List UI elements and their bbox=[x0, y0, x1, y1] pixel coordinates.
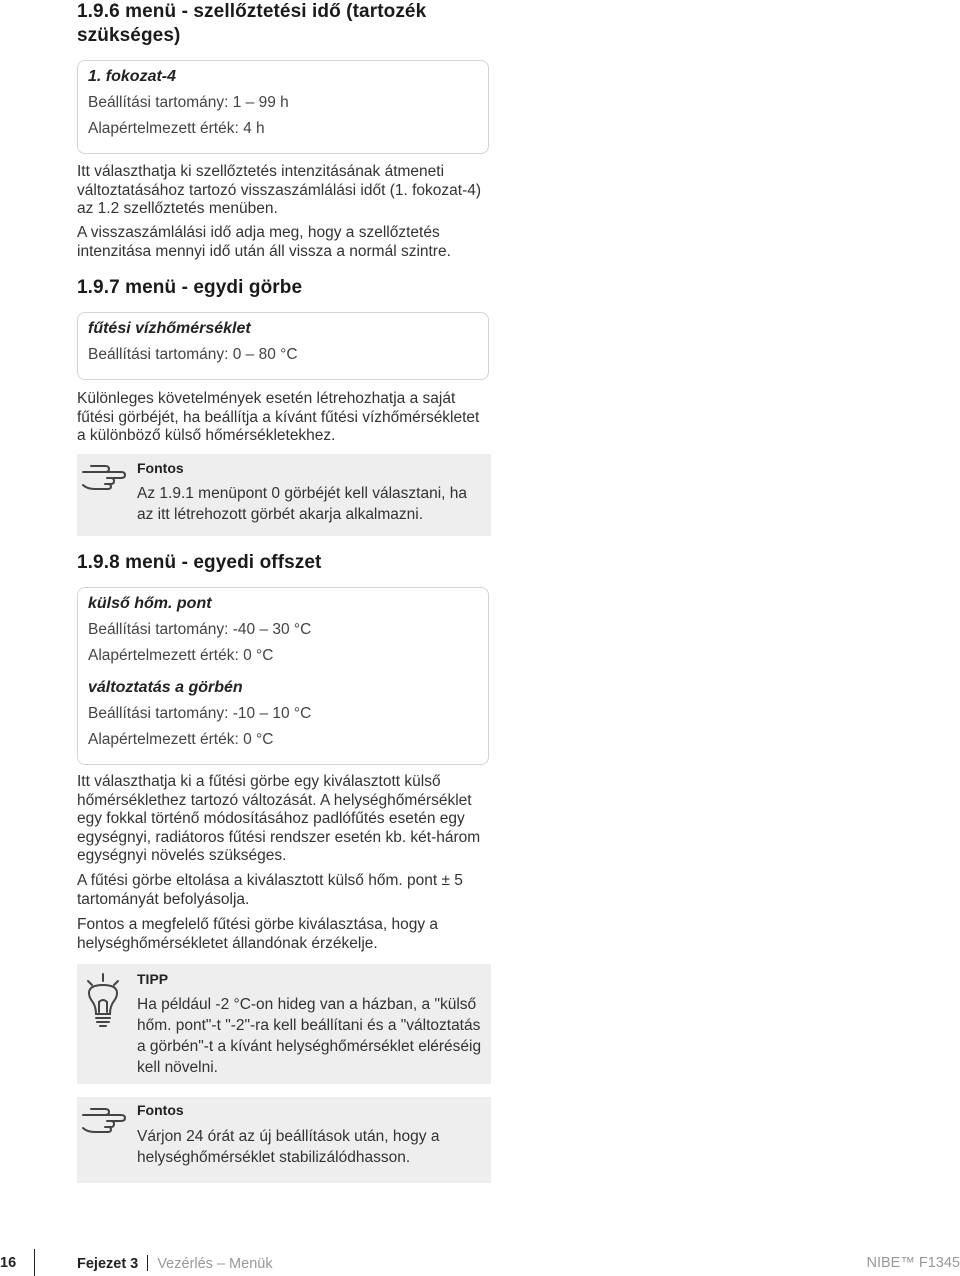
note-heading: Fontos bbox=[137, 1102, 184, 1118]
setting-range: Beállítási tartomány: -10 – 10 °C bbox=[88, 705, 312, 722]
setting-default: Alapértelmezett érték: 0 °C bbox=[88, 647, 274, 664]
lightbulb-icon bbox=[83, 972, 123, 1032]
footer-divider bbox=[34, 1249, 35, 1276]
note-text: Várjon 24 órát az új beállítások után, hogy a helységhőmérséklet stabilizálódhasson. bbox=[137, 1128, 440, 1166]
settings-box-ventilation-time bbox=[77, 60, 489, 154]
setting-default: Alapértelmezett érték: 4 h bbox=[88, 120, 265, 137]
heading-1-9-7: 1.9.7 menü - egydi görbe bbox=[77, 277, 303, 298]
setting-default: Alapértelmezett érték: 0 °C bbox=[88, 731, 274, 748]
setting-range: Beállítási tartomány: 1 – 99 h bbox=[88, 94, 289, 111]
heading-1-9-6: 1.9.6 menü - szellőztetési idő (tartozék szükséges) bbox=[77, 1, 427, 46]
setting-title: fűtési vízhőmérséklet bbox=[88, 320, 251, 337]
paragraph: Itt választhatja ki szellőztetés intenzitásának átmeneti változtatásához tartozó visszaszámlálási időt (1. fokozat-4) az 1.2 szellőztetés menüben. bbox=[77, 163, 482, 217]
page-number: 16 bbox=[0, 1255, 17, 1271]
heading-1-9-8: 1.9.8 menü - egyedi offszet bbox=[77, 552, 322, 573]
paragraph: Fontos a megfelelő fűtési görbe kiválasztása, hogy a helységhőmérsékletet állandónak érzékelje. bbox=[77, 916, 439, 952]
pointing-hand-icon bbox=[81, 464, 127, 490]
setting-title: 1. fokozat-4 bbox=[88, 68, 177, 85]
footer-brand: NIBE™ F1345 bbox=[866, 1255, 960, 1271]
note-important bbox=[77, 454, 491, 536]
paragraph: Különleges követelmények esetén létrehozhatja a saját fűtési görbéjét, ha beállítja a kívánt fűtési vízhőmérsékletet a különböző külső hőmérsékletekhez. bbox=[77, 390, 480, 444]
footer-chapter: Fejezet 3 bbox=[77, 1256, 139, 1272]
paragraph: A fűtési görbe eltolása a kiválasztott külső hőm. pont ± 5 tartományát befolyásolja. bbox=[77, 872, 463, 908]
footer-section: Vezérlés – Menük bbox=[157, 1256, 273, 1272]
setting-title: változtatás a görbén bbox=[88, 679, 243, 696]
footer-separator bbox=[147, 1255, 148, 1271]
note-text: Az 1.9.1 menüpont 0 görbéjét kell választani, ha az itt létrehozott görbét akarja alkalmazni. bbox=[137, 485, 468, 523]
tip-text: Ha például -2 °C-on hideg van a házban, a "külső hőm. pont"-t "-2"-ra kell beállítani és a "változtatás a görbén"-t a kívánt helységhőmérséklet eléréséig kell növelni. bbox=[137, 996, 482, 1076]
paragraph: A visszaszámlálási idő adja meg, hogy a szellőztetés intenzitása mennyi idő után áll vissza a normál szintre. bbox=[77, 224, 451, 260]
note-heading: Fontos bbox=[137, 460, 184, 476]
note-important bbox=[77, 1097, 491, 1183]
footer-breadcrumb bbox=[77, 1255, 273, 1272]
setting-range: Beállítási tartomány: -40 – 30 °C bbox=[88, 621, 312, 638]
settings-box-offset bbox=[77, 587, 489, 765]
settings-box-heating-curve bbox=[77, 312, 489, 380]
setting-title: külső hőm. pont bbox=[88, 595, 212, 612]
setting-range: Beállítási tartomány: 0 – 80 °C bbox=[88, 346, 298, 363]
pointing-hand-icon bbox=[81, 1107, 127, 1133]
note-tip bbox=[77, 964, 491, 1084]
paragraph: Itt választhatja ki a fűtési görbe egy kiválasztott külső hőmérséklethez tartozó változását. A helységhőmérséklet egy fokkal történő módosításához padlófűtés esetén egy egységnyi, radiátoros fűtési rendszer esetén kb. két-három egységnyi növelés szükséges. bbox=[77, 773, 481, 864]
tip-heading: TIPP bbox=[137, 971, 169, 987]
